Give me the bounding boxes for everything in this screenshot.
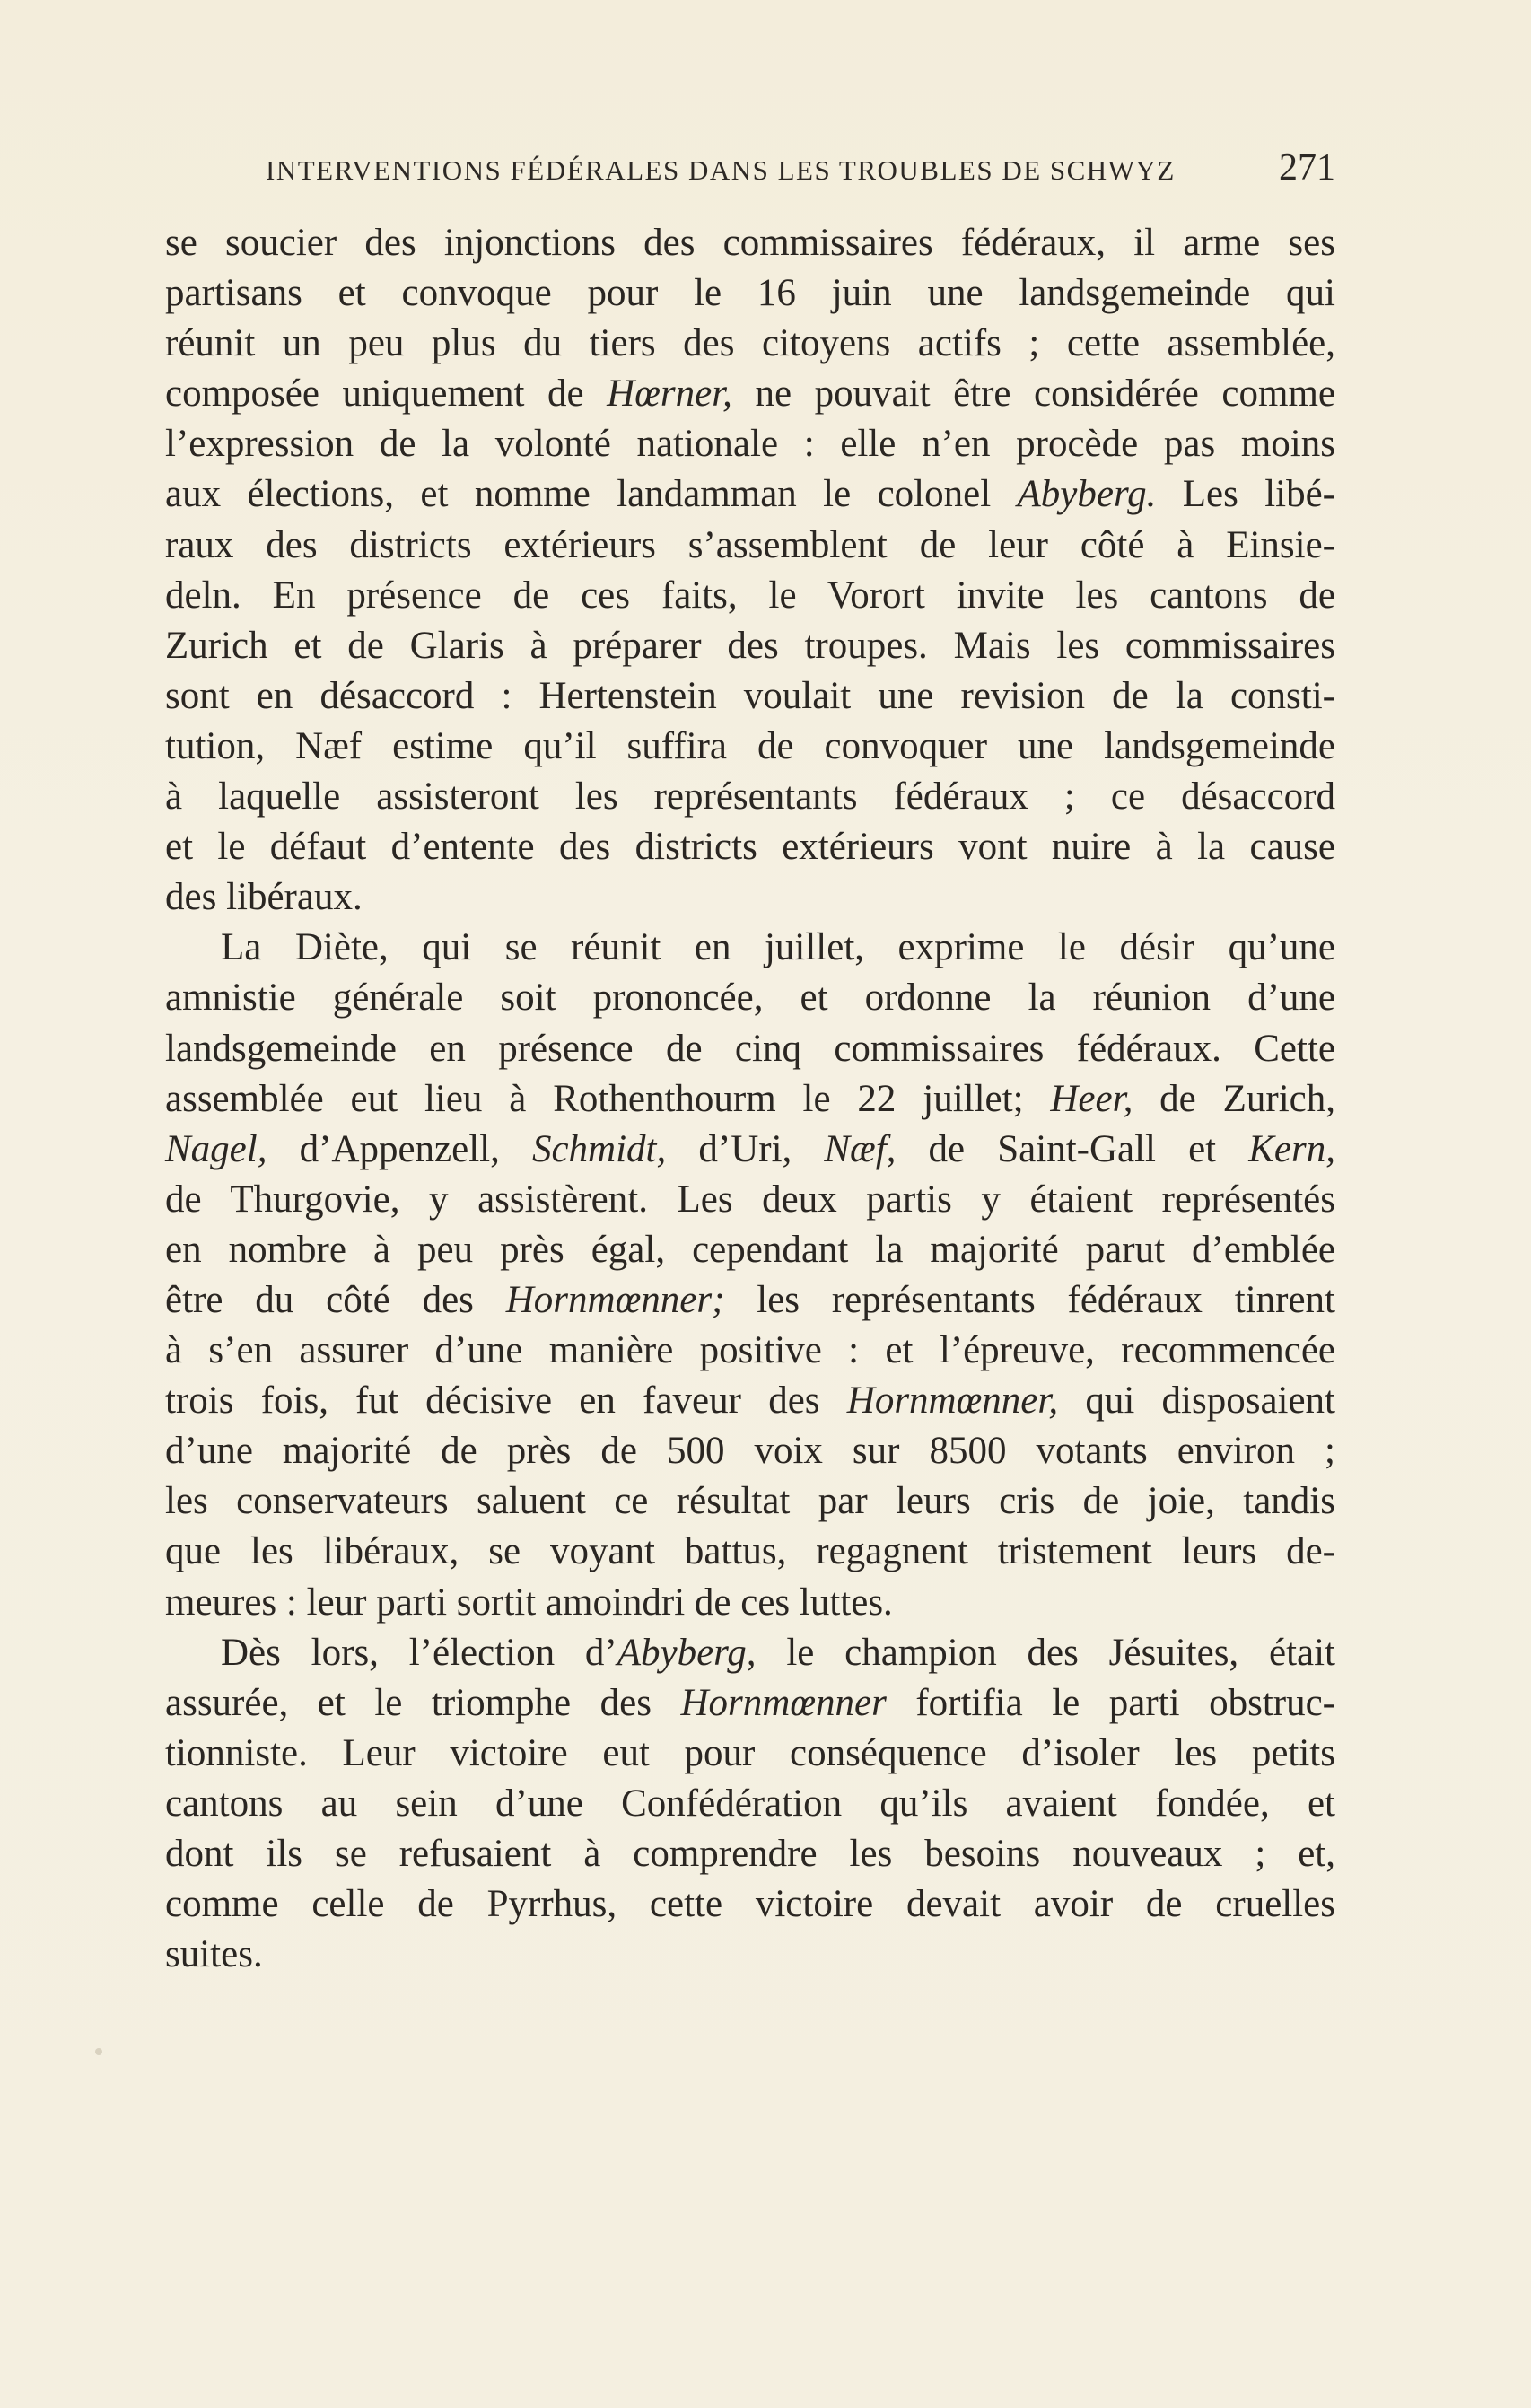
text-line (165, 923, 1335, 973)
text-run: trois fois, fut décisive en faveur des (165, 1379, 847, 1423)
text-line (165, 1426, 1335, 1476)
text-run: des libéraux. (165, 876, 363, 919)
text-run: les représentants fédéraux tinrent (724, 1278, 1336, 1321)
text-run: de Thurgovie, y assistèrent. Les deux partis y étaient représentés (165, 1178, 1335, 1221)
text-line (165, 1628, 1335, 1678)
text-run: de Saint-Gall et (896, 1127, 1249, 1170)
text-run: tionniste. Leur victoire eut pour conséquence d’isoler les petits (165, 1731, 1335, 1774)
italic-name: Heer, (1050, 1077, 1133, 1120)
paper-speck (95, 2048, 102, 2055)
text-run: tution, Næf estime qu’il suffira de convoquer une landsgemeinde (165, 724, 1335, 767)
text-run: raux des districts extérieurs s’assemblent de leur côté à Einsie- (165, 523, 1335, 566)
running-title: INTERVENTIONS FÉDÉRALES DANS LES TROUBLES DE SCHWYZ (266, 154, 1176, 186)
paragraph (165, 923, 1335, 1627)
text-run: qui disposaient (1058, 1379, 1336, 1423)
text-line (165, 268, 1335, 319)
text-line (165, 872, 1335, 923)
text-run: deln. En présence de ces faits, le Vorort invite les cantons de (165, 574, 1335, 617)
text-line (165, 1275, 1335, 1326)
italic-name: Abyberg, (617, 1631, 757, 1674)
italic-name: Hornmœnner, (846, 1379, 1059, 1423)
text-run: être du côté des (165, 1278, 506, 1321)
text-run: landsgemeinde en présence de cinq commissaires fédéraux. Cette (165, 1027, 1335, 1070)
text-run: de Zurich, (1133, 1077, 1335, 1120)
text-run: le champion des Jésuites, était (756, 1631, 1335, 1674)
text-run: suites. (165, 1933, 263, 1976)
text-run: et le défaut d’entente des districts extérieurs vont nuire à la cause (165, 826, 1335, 869)
text-line (165, 1879, 1335, 1930)
text-run: que les libéraux, se voyant battus, regagnent tristement leurs de- (165, 1530, 1335, 1573)
text-run: Zurich et de Glaris à préparer des troupes. Mais les commissaires (165, 624, 1335, 667)
text-line (165, 319, 1335, 369)
text-line (165, 1175, 1335, 1225)
text-run: d’Uri, (666, 1127, 825, 1170)
text-run: assemblée eut lieu à Rothenthourm le 22 juillet; (165, 1077, 1051, 1120)
text-line (165, 218, 1335, 268)
text-line (165, 1476, 1335, 1527)
text-run: réunit un peu plus du tiers des citoyens actifs ; cette assemblée, (165, 322, 1335, 365)
text-run: assurée, et le triomphe des (165, 1681, 681, 1724)
page-number: 271 (1279, 147, 1335, 188)
text-run: partisans et convoque pour le 16 juin une landsgemeinde qui (165, 272, 1335, 315)
text-run: à s’en assurer d’une manière positive : et l’épreuve, recommencée (165, 1329, 1335, 1372)
text-line (165, 1930, 1335, 1980)
text-line (165, 1829, 1335, 1879)
italic-name: Hœrner, (607, 372, 732, 416)
text-line (165, 1024, 1335, 1074)
text-run: d’une majorité de près de 500 voix sur 8500 votants environ ; (165, 1430, 1335, 1473)
text-line (165, 1074, 1335, 1125)
text-line (165, 973, 1335, 1023)
text-run: Les libé- (1156, 473, 1336, 516)
text-line (165, 1376, 1335, 1426)
text-run: en nombre à peu près égal, cependant la majorité parut d’emblée (165, 1228, 1335, 1271)
text-run: composée uniquement de (165, 372, 608, 416)
text-run: l’expression de la volonté nationale : elle n’en procède pas moins (165, 423, 1335, 466)
text-run: aux élections, et nomme landamman le colonel (165, 473, 1018, 516)
paragraph (165, 218, 1335, 923)
text-run: Dès lors, l’élection d’ (221, 1631, 617, 1674)
italic-name: Abyberg. (1017, 473, 1157, 516)
text-line (165, 1578, 1335, 1628)
text-line (165, 822, 1335, 872)
text-line (165, 1125, 1335, 1175)
italic-name: Nagel, (165, 1127, 267, 1170)
text-line (165, 671, 1335, 722)
italic-name: Kern, (1248, 1127, 1335, 1170)
text-line (165, 772, 1335, 822)
text-run: comme celle de Pyrrhus, cette victoire devait avoir de cruelles (165, 1883, 1335, 1926)
text-line (165, 621, 1335, 671)
text-line (165, 369, 1335, 419)
text-run: dont ils se refusaient à comprendre les besoins nouveaux ; et, (165, 1833, 1335, 1875)
italic-name: Hornmœnner (680, 1681, 887, 1724)
text-run: ne pouvait être considérée comme (731, 372, 1335, 416)
paragraph (165, 1628, 1335, 1981)
text-line (165, 722, 1335, 772)
text-line (165, 1779, 1335, 1829)
text-run: d’Appenzell, (267, 1127, 532, 1170)
text-run: se soucier des injonctions des commissaires fédéraux, il arme ses (165, 222, 1335, 264)
text-line (165, 1326, 1335, 1376)
text-line (165, 469, 1335, 520)
text-run: les conservateurs saluent ce résultat par leurs cris de joie, tandis (165, 1480, 1335, 1523)
text-run: cantons au sein d’une Confédération qu’ils avaient fondée, et (165, 1782, 1335, 1825)
text-run: amnistie générale soit prononcée, et ordonne la réunion d’une (165, 976, 1335, 1020)
text-run: La Diète, qui se réunit en juillet, exprime le désir qu’une (221, 926, 1335, 969)
running-head (266, 146, 1335, 191)
text-line (165, 1527, 1335, 1577)
text-line (165, 1729, 1335, 1779)
italic-name: Hornmœnner; (505, 1278, 725, 1321)
italic-name: Næf, (824, 1127, 897, 1170)
text-run: sont en désaccord : Hertenstein voulait une revision de la consti- (165, 674, 1335, 717)
text-line (165, 419, 1335, 469)
text-run: à laquelle assisteront les représentants fédéraux ; ce désaccord (165, 775, 1335, 819)
text-line (165, 521, 1335, 571)
text-run: meures : leur parti sortit amoindri de ces luttes. (165, 1581, 893, 1624)
body-text (165, 218, 1335, 1980)
italic-name: Schmidt, (531, 1127, 667, 1170)
text-line (165, 1678, 1335, 1729)
text-line (165, 571, 1335, 621)
text-run: fortifia le parti obstruc- (886, 1681, 1335, 1724)
text-line (165, 1225, 1335, 1275)
